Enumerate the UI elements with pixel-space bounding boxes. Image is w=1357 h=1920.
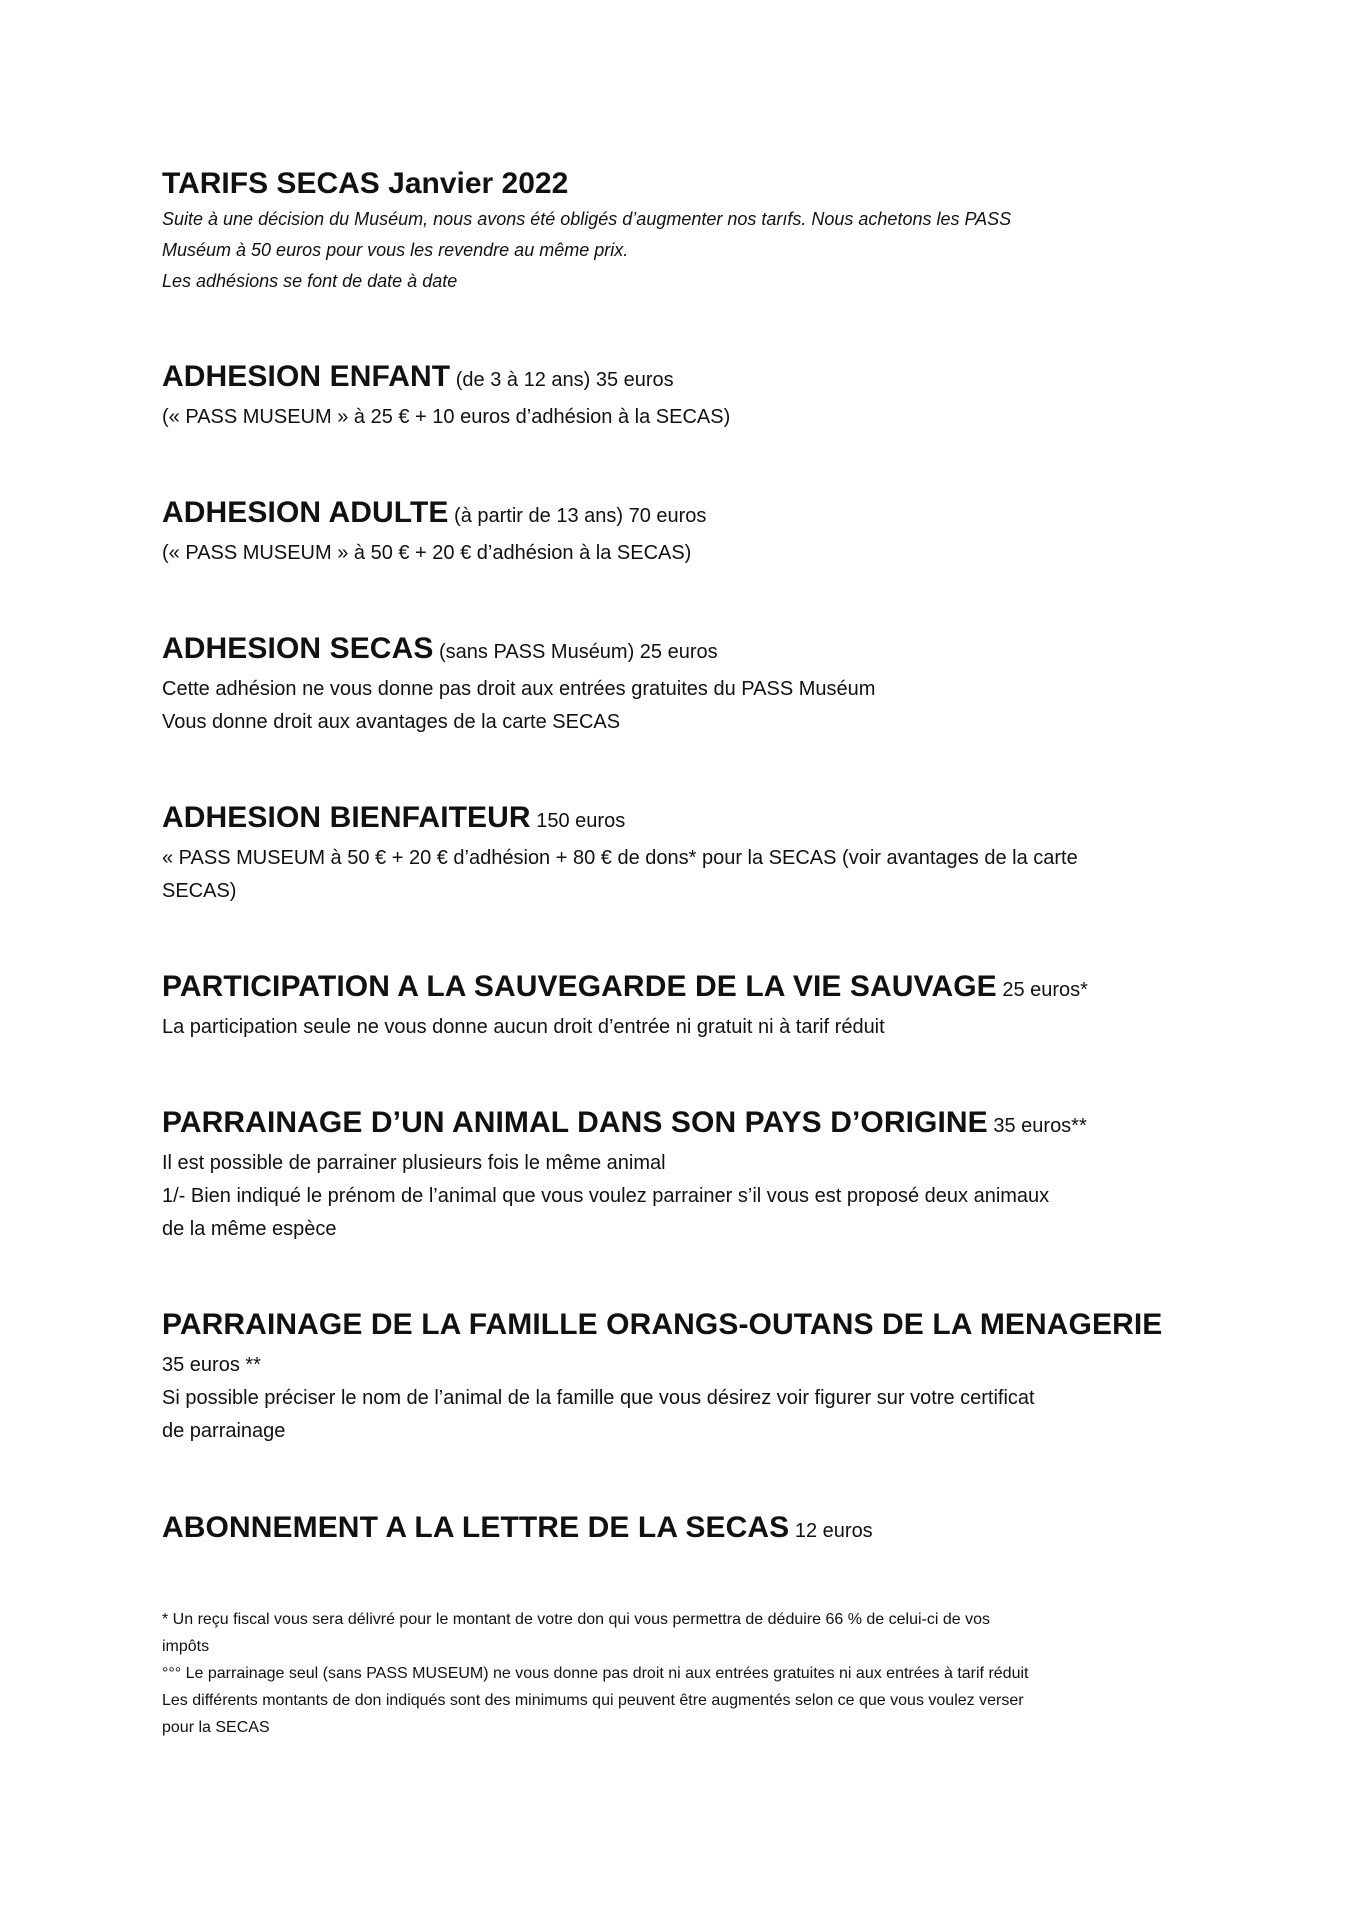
section-participation-sauvegarde xyxy=(162,967,1222,1044)
section-price: 35 euros** xyxy=(987,1115,1087,1137)
section-adhesion-bienfaiteur xyxy=(162,798,1222,908)
document-header xyxy=(162,166,1222,297)
section-title: ADHESION SECAS xyxy=(162,632,434,665)
section-title: ADHESION ENFANT xyxy=(162,360,451,393)
section-body xyxy=(162,537,1222,570)
section-heading xyxy=(162,1305,1222,1348)
section-line: SECAS) xyxy=(162,880,237,902)
section-line: 35 euros ** xyxy=(162,1354,261,1376)
section-adhesion-enfant xyxy=(162,357,1222,434)
section-price: 150 euros xyxy=(530,810,626,832)
section-title: PARRAINAGE DE LA FAMILLE ORANGS-OUTANS DE LA MENAGERIE xyxy=(162,1308,1163,1341)
section-heading xyxy=(162,493,1222,536)
section-heading xyxy=(162,1103,1222,1146)
intro-text xyxy=(162,204,1222,297)
section-line: 1/- Bien indiqué le prénom de l’animal que vous voulez parrainer s’il vous est proposé deux animaux xyxy=(162,1185,1050,1207)
section-body xyxy=(162,842,1222,908)
section-title: PARRAINAGE D’UN ANIMAL DANS SON PAYS D’ORIGINE xyxy=(162,1106,988,1139)
section-title: ADHESION ADULTE xyxy=(162,496,449,529)
footnote-line: Les différents montants de don indiqués sont des minimums qui peuvent être augmentés selon ce que vous voulez verser xyxy=(162,1692,1024,1709)
section-price: (de 3 à 12 ans) 35 euros xyxy=(450,369,674,391)
footnotes xyxy=(162,1606,1222,1741)
section-heading xyxy=(162,1508,1222,1551)
section-line: Il est possible de parrainer plusieurs fois le même animal xyxy=(162,1152,666,1174)
section-body xyxy=(162,673,1222,739)
footnote-line: °°° Le parrainage seul (sans PASS MUSEUM) ne vous donne pas droit ni aux entrées gratuites ni aux entrées à tarif réduit xyxy=(162,1665,1029,1682)
section-price: 12 euros xyxy=(789,1520,873,1542)
section-price: 25 euros* xyxy=(996,979,1088,1001)
document-title: TARIFS SECAS Janvier 2022 xyxy=(162,167,569,200)
section-title: ABONNEMENT A LA LETTRE DE LA SECAS xyxy=(162,1511,790,1544)
section-line: de parrainage xyxy=(162,1420,286,1442)
section-heading xyxy=(162,357,1222,400)
intro-line: Suite à une décision du Muséum, nous avons été obligés d’augmenter nos tarıfs. Nous achetons les PASS xyxy=(162,209,1012,229)
section-line: de la même espèce xyxy=(162,1218,337,1240)
intro-line: Muséum à 50 euros pour vous les revendre au même prix. xyxy=(162,240,629,260)
section-title: ADHESION BIENFAITEUR xyxy=(162,801,531,834)
intro-line: Les adhésions se font de date à date xyxy=(162,271,458,291)
section-heading xyxy=(162,798,1222,841)
section-parrainage-orangs-outans xyxy=(162,1305,1222,1448)
section-price: (à partir de 13 ans) 70 euros xyxy=(448,505,707,527)
footnote-line: pour la SECAS xyxy=(162,1719,270,1736)
section-adhesion-adulte xyxy=(162,493,1222,570)
section-heading xyxy=(162,967,1222,1010)
section-body xyxy=(162,1349,1222,1448)
section-line: Cette adhésion ne vous donne pas droit aux entrées gratuites du PASS Muséum xyxy=(162,678,876,700)
section-body xyxy=(162,1011,1222,1044)
section-line: Vous donne droit aux avantages de la carte SECAS xyxy=(162,711,621,733)
section-line: (« PASS MUSEUM » à 25 € + 10 euros d’adhésion à la SECAS) xyxy=(162,406,731,428)
section-line: La participation seule ne vous donne aucun droit d’entrée ni gratuit ni à tarif réduit xyxy=(162,1016,885,1038)
section-body xyxy=(162,401,1222,434)
section-line: « PASS MUSEUM à 50 € + 20 € d’adhésion + 80 € de dons* pour la SECAS (voir avantages de la carte xyxy=(162,847,1078,869)
section-body xyxy=(162,1147,1222,1246)
section-title: PARTICIPATION A LA SAUVEGARDE DE LA VIE SAUVAGE xyxy=(162,970,997,1003)
section-adhesion-secas xyxy=(162,629,1222,739)
section-abonnement-lettre xyxy=(162,1508,1222,1551)
section-heading xyxy=(162,629,1222,672)
section-line: (« PASS MUSEUM » à 50 € + 20 € d’adhésion à la SECAS) xyxy=(162,542,692,564)
section-price: (sans PASS Muséum) 25 euros xyxy=(433,641,718,663)
footnote-line: impôts xyxy=(162,1638,210,1655)
section-line: Si possible préciser le nom de l’animal de la famille que vous désirez voir figurer sur votre certificat xyxy=(162,1387,1035,1409)
footnote-line: * Un reçu fiscal vous sera délivré pour le montant de votre don qui vous permettra de déduire 66 % de celui-ci de vos xyxy=(162,1611,990,1628)
section-parrainage-animal xyxy=(162,1103,1222,1246)
